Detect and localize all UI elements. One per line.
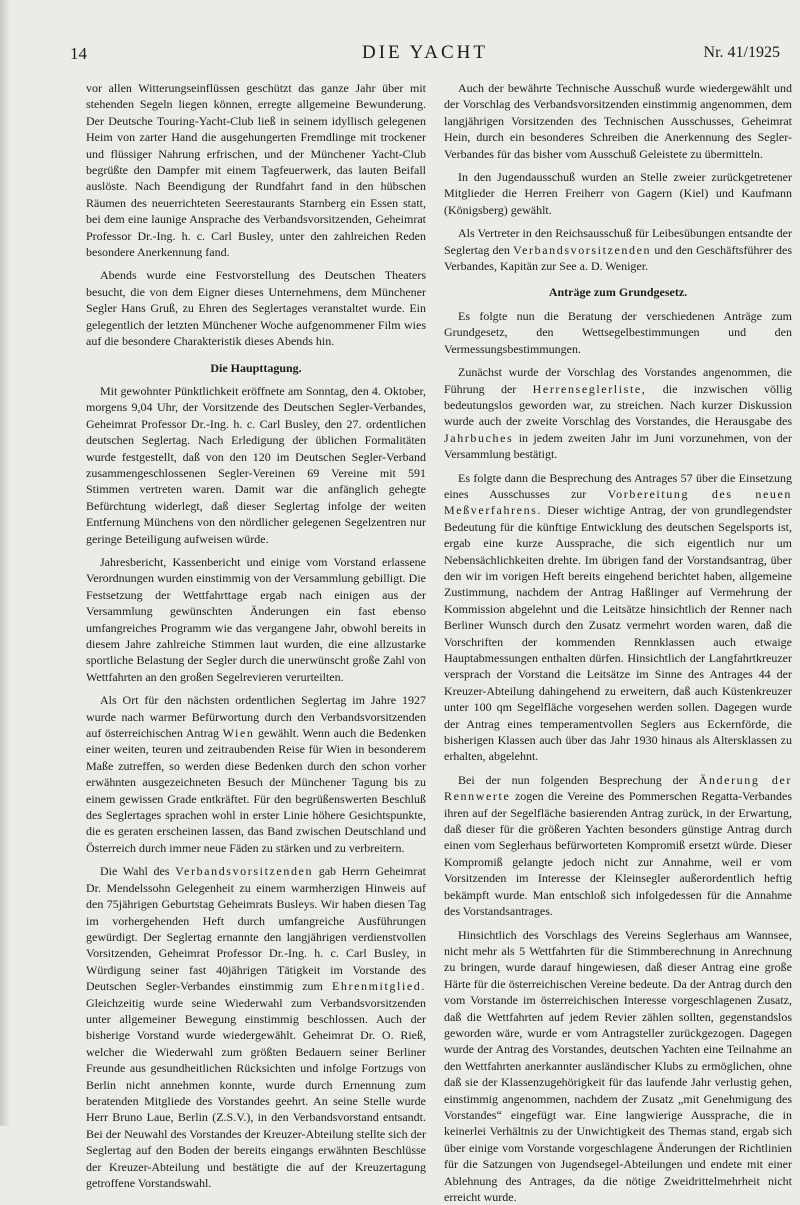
text-run: Die Wahl des	[100, 864, 169, 878]
spaced-emphasis: Jahrbuches	[444, 431, 513, 445]
spaced-emphasis: Herrenseglerliste,	[533, 382, 647, 396]
spaced-emphasis: Wien	[223, 726, 255, 740]
spaced-emphasis: Verbandsvorsitzenden	[175, 864, 313, 878]
text-run: die inzwischen völlig bedeutungslos geworden war, zu streichen. Nach kurzer Diskussion wurde auch der zweite Vorschlag des Vorstandes, die Herausgabe des	[444, 382, 792, 429]
paragraph: vor allen Witterungseinflüssen geschützt das ganze Jahr über mit stehenden Segeln liegen können, erregte allgemeine Bewunderung. Der Deutsche Touring-Yacht-Club ließ in seinem idyllisch gelegenen Heim von zarter Hand die ausgehungerten Fremdlinge mit trockener und flüssiger Nahrung erfrischen, und der Münchener Yacht-Club begrüßte den Dampfer mit einem Tagfeuerwerk, das lauten Beifall auslöste. Nach Beendigung der Rundfahrt fand in den hübschen Räumen des neuerrichteten Seerestaurants Starnberg ein Essen statt, bei dem eine launige Ansprache des Verbandsvorsitzenden, Geheimrat Professor Dr.-Ing. h. c. Carl Busley, unter den zahlreichen Reden besondere Anerkennung fand.	[86, 80, 426, 260]
spaced-emphasis: Änderung der Rennwerte	[444, 773, 792, 803]
left-column	[86, 80, 426, 1086]
text-run: Als Ort für den nächsten ordentlichen Seglertag im Jahre 1927 wurde nach warmer Befürwortung durch den Verbandsvorsitzenden auf österreichischen Antrag	[86, 693, 426, 740]
paragraph: Mit gewohnter Pünktlichkeit eröffnete am Sonntag, den 4. Oktober, morgens 9,04 Uhr, der Vorsitzende des Deutschen Segler-Verbandes, Geheimrat Professor Dr.-Ing. h. c. Carl Busley, den 27. ordentlichen deutschen Seglertag. Nach Erledigung der üblichen Formalitäten wurde festgestellt, daß von den 120 im Deutschen Segler-Verband zusammengeschlossenen Segler-Vereinen 69 Vereine mit 591 Stimmen vertreten waren. Damit war die anfänglich gehegte Befürchtung widerlegt, daß dieser Seglertag infolge der weiten Entfernung Münchens von den nördlicher gelegenen Segelzentren nur geringe Beteiligung aufweisen würde.	[86, 383, 426, 547]
paragraph	[444, 470, 792, 765]
text-run: und den Geschäftsführer des Verbandes, Kapitän zur See a. D. Weniger.	[444, 243, 792, 273]
paragraph: Abends wurde eine Festvorstellung des Deutschen Theaters besucht, die von dem Eigner dieses Unternehmens, dem Münchener Segler Hans Gruß, zu Ehren des Seglertages veranstaltet wurde. Ein gelegentlich der letzten Münchener Woche aufgenommener Film wies auf die besondere Charakteristik dieses Abends hin.	[86, 267, 426, 349]
text-run: gewählt. Wenn auch die Bedenken einer weiten, teuren und zeitraubenden Reise für Wien in besonderem Maße zutreffen, so werden diese Bedenken durch den schon vorher erwähnten ausgezeichneten Besuch der Münchener Tagung bis zu einem gewissen Grade entkräftet. Für den begrüßenswerten Beschluß des Seglertages sprachen wohl in erster Linie höhere Gesichtspunkte, die es geraten erscheinen lassen, das Band zwischen Deutschland und Österreich durch immer neue Fäden zu stärken und zu verbreitern.	[86, 726, 426, 855]
page-edge	[0, 0, 10, 1126]
journal-title: DIE YACHT	[70, 42, 780, 64]
running-header	[70, 44, 780, 68]
right-column	[444, 80, 792, 1086]
paragraph: Auch der bewährte Technische Ausschuß wurde wiedergewählt und der Vorschlag des Verbandsvorsitzenden einstimmig angenommen, dem langjährigen Vorsitzenden des Technischen Ausschusses, Geheimrat Hein, durch ein besonderes Schreiben die Anerkennung des Segler-Verbandes für das bisher vom Ausschuß Geleistete zu übermitteln.	[444, 80, 792, 162]
paragraph	[444, 364, 792, 462]
spaced-emphasis: Ehrenmitglied.	[332, 979, 426, 993]
page-number: 14	[70, 44, 87, 64]
text-run: Es folgte dann die Besprechung des Antrages 57 über die Einsetzung eines Ausschusses zur	[444, 471, 792, 501]
text-run: in jedem zweiten Jahr im Juni vorzunehmen, von der Versammlung bestätigt.	[444, 431, 792, 461]
section-heading: Die Haupttagung.	[86, 360, 426, 376]
issue-number: Nr. 41/1925	[704, 44, 780, 62]
paragraph: Hinsichtlich des Vorschlags des Vereins Seglerhaus am Wannsee, nicht mehr als 5 Wettfahrten für die Stimmberechnung in Anrechnung zu bringen, wurde darauf hingewiesen, daß dieser Antrag eine große Härte für die österreichischen Vereine bedeute. Da der Antrag durch den vom Vorstande im österreichischen Interesse vorgeschlagenen Zusatz, daß die Wettfahrten auf jedem Revier zählen sollten, gegenstandslos geworden wäre, wurde er vom Antragsteller zurückgezogen. Dagegen wurde der Antrag des Vorstandes, deutschen Yachten eine Teilnahme an den Wettfahrten anerkannter ausländischer Klubs zu ermöglichen, ohne daß sie der Klassenzugehörigkeit für das laufende Jahr verlustig gehen, einstimmig angenommen, nachdem der Zusatz „mit Genehmigung des Vorstandes“ eingefügt war. Eine langwierige Aussprache, die in keinerlei Verhältnis zu der Unwichtigkeit des Themas stand, ergab sich über einige vom Vorstande vorgeschlagene Änderungen der Richtlinien für die Satzungen von Jugendsegel-Abteilungen und endete mit einer Ablehnung des Antrages, da die nötige Zweidrittelmehrheit nicht erreicht wurde.	[444, 927, 792, 1205]
text-run: Als Vertreter in den Reichsausschuß für Leibesübungen entsandte der Seglertag den	[444, 226, 792, 256]
text-run: Gleichzeitig wurde seine Wiederwahl zum Verbandsvorsitzenden unter allgemeiner Bewegung einstimmig beschlossen. Auch der bisherige Vorstand wurde wiedergewählt. Geheimrat Dr. O. Rieß, welcher die Wiederwahl zum größten Bedauern seiner Berliner Freunde aus gesundheitlichen Rücksichten und infolge Fortzugs von Berlin nicht annehmen konnte, wurde durch Ernennung zum beratenden Mitgliede des Vorstandes geehrt. An seine Stelle wurde Herr Bruno Laue, Berlin (Z.S.V.), in den Verbandsvorstand entsandt. Bei der Neuwahl des Vorstandes der Kreuzer-Abteilung stellte sich der Seglertag auf den Boden der bereits eingangs erwähnten Beschlüsse der Kreuzer-Abteilung und bestätigte die auf der Kreuzertagung getroffene Vorstandswahl.	[86, 996, 426, 1190]
text-run: Dieser wichtige Antrag, der von grundlegendster Bedeutung für die künftige Entwicklung des deutschen Segelsports ist, ergab eine kurze Aussprache, die sich eigentlich nur um Nebensächlichkeiten drehte. Im übrigen fand der Vorstandsantrag, über den wir im vorigen Heft bereits eingehend berichtet haben, allgemeine Zustimmung, nachdem der Antrag Haßlinger auf Vermehrung der Kommission abgelehnt und die Leitsätze hinsichtlich der Renner nach Berliner Wunsch durch den Zusatz vermehrt worden waren, daß die Vorschriften der kommenden Rennklassen auch etwaige Hauptabmessungen enthalten dürfen. Hinsichtlich der Langfahrtkreuzer versprach der Vorstand die Leitsätze im Sinne des Antrages 44 der Kreuzer-Abteilung dahingehend zu erweitern, daß auch Küstenkreuzer unter 100 qm Segelfläche vorgesehen werden sollen. Dagegen wurde der Antrag eines temperamentvollen Seglers aus Eckernförde, die bisherigen Klassen auch über das Jahr 1930 hinaus als Altersklassen zu erhalten, abgelehnt.	[444, 503, 792, 763]
spaced-emphasis: Vorbereitung des neuen Meßverfahrens.	[444, 487, 792, 517]
paragraph: In den Jugendausschuß wurden an Stelle zweier zurückgetretener Mitglieder die Herren Freiherr von Gagern (Kiel) und Kaufmann (Königsberg) gewählt.	[444, 169, 792, 218]
paragraph: Es folgte nun die Beratung der verschiedenen Anträge zum Grundgesetz, den Wettsegelbestimmungen und den Vermessungsbestimmungen.	[444, 308, 792, 357]
paragraph	[444, 772, 792, 920]
spaced-emphasis: Verbandsvorsitzenden	[513, 243, 651, 257]
paragraph	[444, 225, 792, 274]
paragraph: Jahresbericht, Kassenbericht und einige vom Vorstand erlassene Verordnungen wurden einstimmig von der Versammlung gebilligt. Die Festsetzung der Wettfahrttage ergab nach einigen aus der Versammlung gewünschten Änderungen ein fast ebenso umfangreiches Programm wie das vergangene Jahr, obwohl bereits in diesem Jahre zahlreiche Stimmen laut wurden, die eine allzustarke sportliche Belastung der Segler durch die unerwünscht große Zahl von Wettfahrten an den großen Segelrevieren verurteilten.	[86, 554, 426, 685]
text-run: Zunächst wurde der Vorschlag des Vorstandes angenommen, die Führung der	[444, 365, 792, 395]
text-run: Bei der nun folgenden Besprechung der	[458, 773, 688, 787]
text-run: gab Herrn Geheimrat Dr. Mendelssohn Gelegenheit zu einem warmherzigen Hinweis auf den 75jährigen Geburtstag Geheimrats Busleys. Wir haben diesen Tag im vorhergehenden Heft durch umfangreiche Ausführungen gewürdigt. Der Seglertag ernannte den langjährigen verdienstvollen Vorsitzenden, Geheimrat Professor Dr.-Ing. h. c. Carl Busley, in Würdigung seiner fast 40jährigen Tätigkeit im Vorstande des Deutschen Segler-Verbandes einstimmig zum	[86, 864, 426, 993]
text-run: zogen die Vereine des Pommerschen Regatta-Verbandes ihren auf der Segelfläche basierenden Antrag zurück, in der Erwartung, daß dieser für die größeren Yachten besonders günstige Antrag durch einen vom Seglerhaus befürworteten Kompromiß ersetzt würde. Dieser Kompromiß gelangte jedoch nicht zur Annahme, weil er vom Vorsitzenden im Interesse der Kleinsegler außerordentlich heftig bekämpft wurde. Man entschloß sich infolgedessen für die Annahme des Vorstandsantrages.	[444, 789, 792, 918]
paragraph	[86, 863, 426, 1191]
section-heading: Anträge zum Grundgesetz.	[444, 284, 792, 300]
paragraph	[86, 692, 426, 856]
